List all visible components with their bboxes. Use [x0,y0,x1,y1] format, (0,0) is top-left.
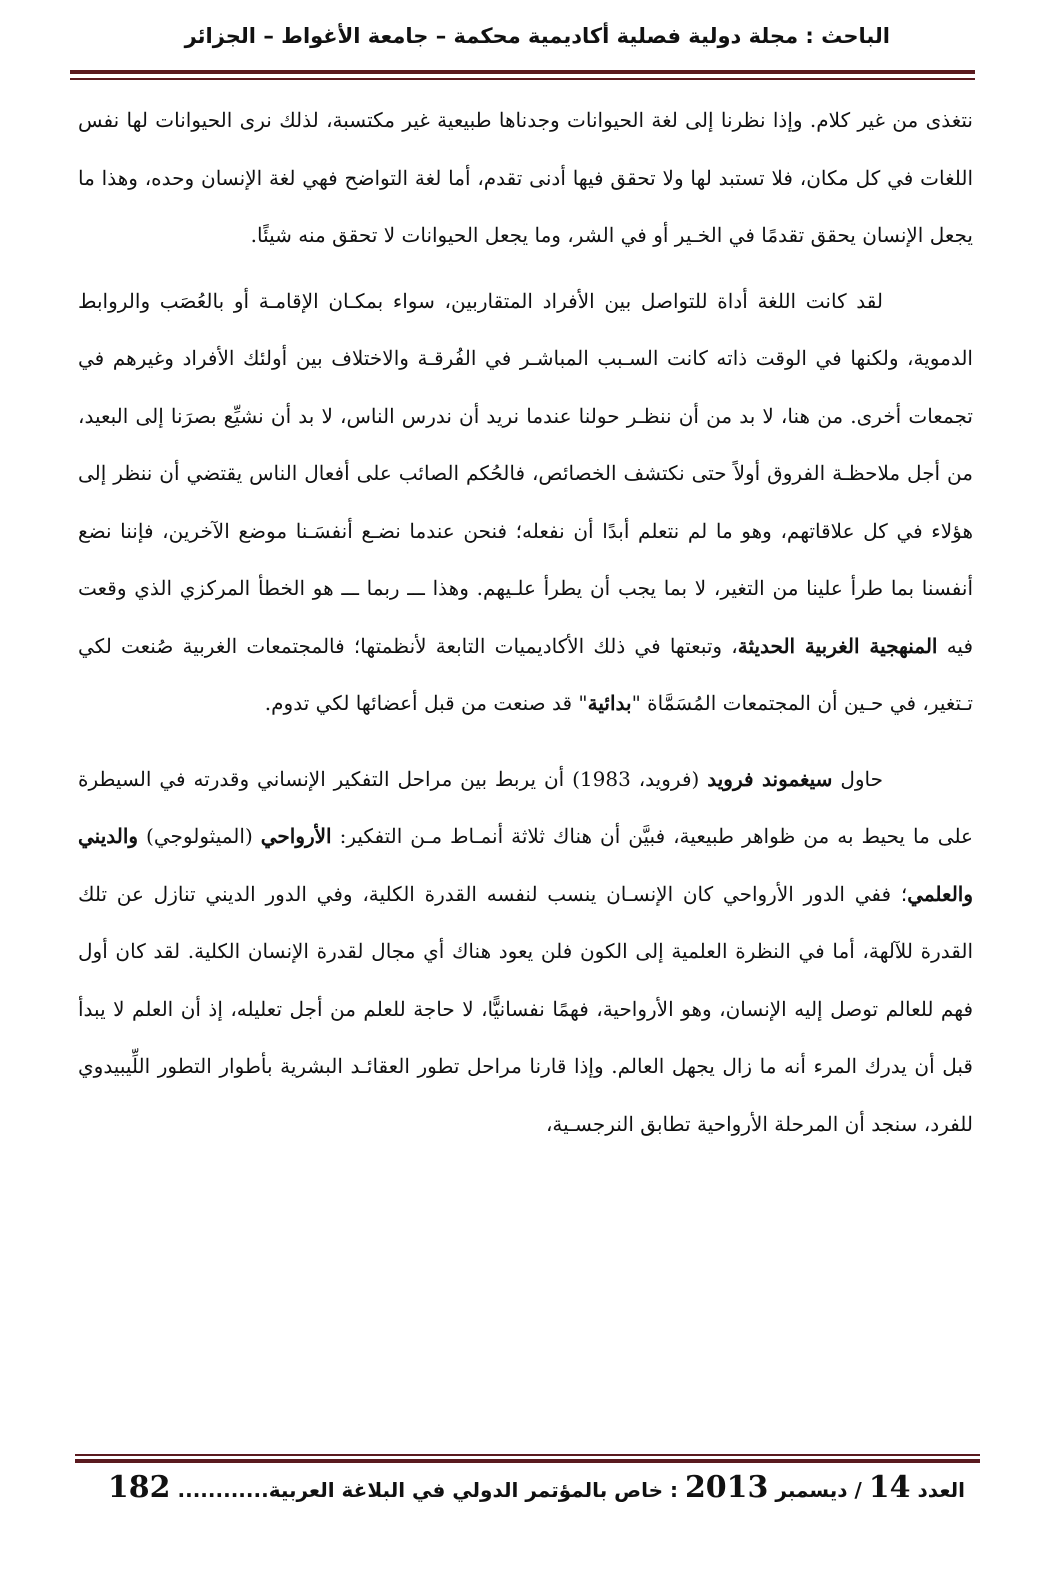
footer-rule-thick [75,1459,980,1463]
issue-month: ديسمبر [775,1478,848,1502]
paragraph-2-text-a: لقد كانت اللغة أداة للتواصل بين الأفراد المتقاربين، سواء بمكـان الإقامـة أو بالعُصَب والروابط الدموية، ولكنها في الوقت ذاته كانت السـبب المباشـر في الفُرقـة والاختلاف بين أولئك الأفراد وغيرهم في تجمعات أخرى. من هنا، لا بد من أن ننظـر حولنا عندما نريد أن ندرس الناس، لا بد أن نشيِّع بصرَنا إلى البعيد، من أجل ملاحظـة الفروق أولاً حتى نكتشف الخصائص، فالحُكم الصائب على أفعال الناس يقتضي أن ننظر إلى هؤلاء في كل علاقاتهم، وهو ما لم نتعلم أبدًا أن نفعله؛ فنحن عندما نضـع أنفسَـنا موضع الآخرين، فإننا نضع أنفسنا بما طرأ علينا من التغير، لا بما يجب أن يطرأ علـيهم. وهذا ـــ ربما ـــ هو الخطأ المركزي الذي وقعت فيه [78,288,974,658]
paragraph-2-bold-2: بدائية [587,691,632,715]
paragraph-1: نتغذى من غير كلام. وإذا نظرنا إلى لغة الحيوانات وجدناها طبيعية غير مكتسبة، لذلك نرى الحيوانات لها نفس اللغات في كل مكان، فلا تستبد لها ولا تحقق فيها أدنى تقدم، أما لغة التواضح فهي لغة الإنسان وحده، وهذا ما يجعل الإنسان يحقق تقدمًا في الخـير أو في الشر، وما يجعل الحيوانات لا تحقق منه شيئًا. [78,108,973,247]
paragraph-3 [78,751,973,1154]
paragraph-2-bold-1: المنهجية الغربية الحديثة [737,633,938,658]
page-number: 182 [107,1470,171,1505]
issue-year: 2013 [684,1470,769,1505]
article-body [78,92,973,1153]
issue-label: العدد [917,1478,965,1502]
paragraph-3-bold-1: سيغموند فرويد [707,766,833,791]
journal-header: الباحث : مجلة دولية فصلية أكاديمية محكمة – جامعة الأغواط – الجزائر [184,24,890,48]
paragraph-2-text-d: " قد صنعت من قبل أعضائها لكي تدوم. [264,691,588,715]
paragraph-2-text-c: ، وتبعتها في ذلك الأكاديميات التابعة لأنظمتها؛ فالمجتمعات الغربية صُنعت لكي تـتغير، في حـين أن المجتمعات المُسَمَّاة " [78,633,973,715]
paragraph-3-text-d: (الميثولوجي) [138,824,261,848]
footer-rule-thin [75,1454,980,1456]
header-rule-thin [70,78,975,80]
paragraph-3-text-c: (فرويد، 1983) أن يربط بين مراحل التفكير الإنساني وقدرته في السيطرة على ما يحيط به من ظواهر طبيعية، فبيَّن أن هناك ثلاثة أنمـاط مـن التفكير: [78,766,973,848]
paragraph-2 [78,273,973,733]
paragraph-3-text-a: حاول [832,766,884,791]
paragraph-3-bold-3: والديني والعلمي [78,824,973,906]
footer-separator: / [854,1478,862,1502]
paragraph-3-text-e: ؛ ففي الدور الأرواحي كان الإنسـان ينسب لنفسه القدرة الكلية، وفي الدور الديني تنازل عن تلك القدرة للآلهة، أما في النظرة العلمية إلى الكون فلن يعود هناك أي مجال لقدرة الإنسان الكلية. لقد كان أول فهم للعالم توصل إليه الإنسان، وهو الأرواحية، فهمًا نفسانيًّا، لا حاجة للعلم من أجل تعليله، إذ أن العلم لا يبدأ قبل أن يدرك المرء أنه ما زال يجهل العالم. وإذا قارنا مراحل تطور العقائـد البشرية بأطوار التطور اللِّيبيدوي للفرد، سنجد أن المرحلة الأرواحية تطابق النرجسـية، [78,881,973,1136]
issue-number: 14 [868,1470,911,1505]
paragraph-3-bold-2: الأرواحي [260,824,332,848]
page-footer [100,1470,965,1505]
header-rule-thick [70,70,975,74]
special-issue-note: : خاص بالمؤتمر الدولي في البلاغة العربية............ [177,1478,678,1502]
